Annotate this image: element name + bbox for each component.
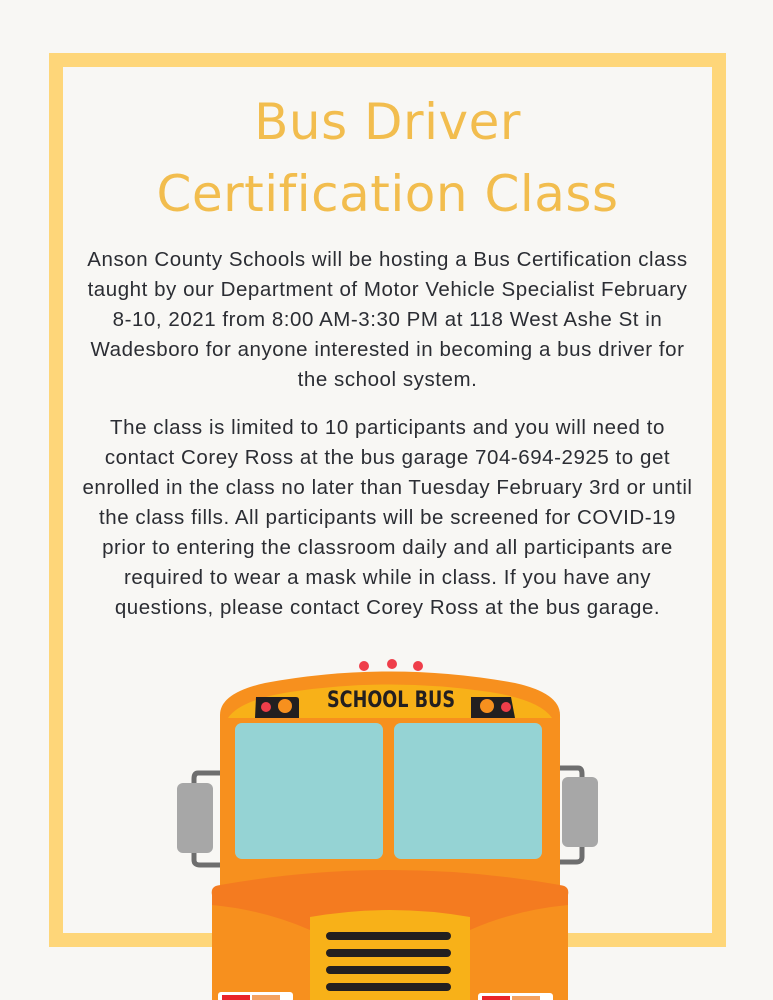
enrollment-info-paragraph: The class is limited to 10 participants and you will need to contact Corey Ross at the bus garage 704-694-2925 to get enrolled in the class no later than Tuesday February 3rd or until the class fills. All participants will be screened for COVID-19 prior to entering the classroom daily and all participants are required to wear a mask while in class. If you have any questions, please contact Corey Ross at the bus garage. <box>82 416 693 619</box>
left-mirror-icon <box>177 773 222 865</box>
left-lights-icon <box>255 697 299 718</box>
title-line-2: Certification Class <box>156 165 619 223</box>
flyer-title <box>63 86 712 230</box>
bus-sign-text: SCHOOL BUS <box>327 688 455 713</box>
class-details-paragraph: Anson County Schools will be hosting a Bus Certification class taught by our Department of Motor Vehicle Specialist February 8-10, 2021 from 8:00 AM-3:30 PM at 118 West Ashe St in Wadesboro for anyone interested in becoming a bus driver for the school system. <box>87 248 688 391</box>
right-mirror-icon <box>558 768 598 862</box>
school-bus-illustration <box>170 655 610 1000</box>
right-lights-icon <box>471 697 515 718</box>
title-line-1: Bus Driver <box>254 93 521 151</box>
